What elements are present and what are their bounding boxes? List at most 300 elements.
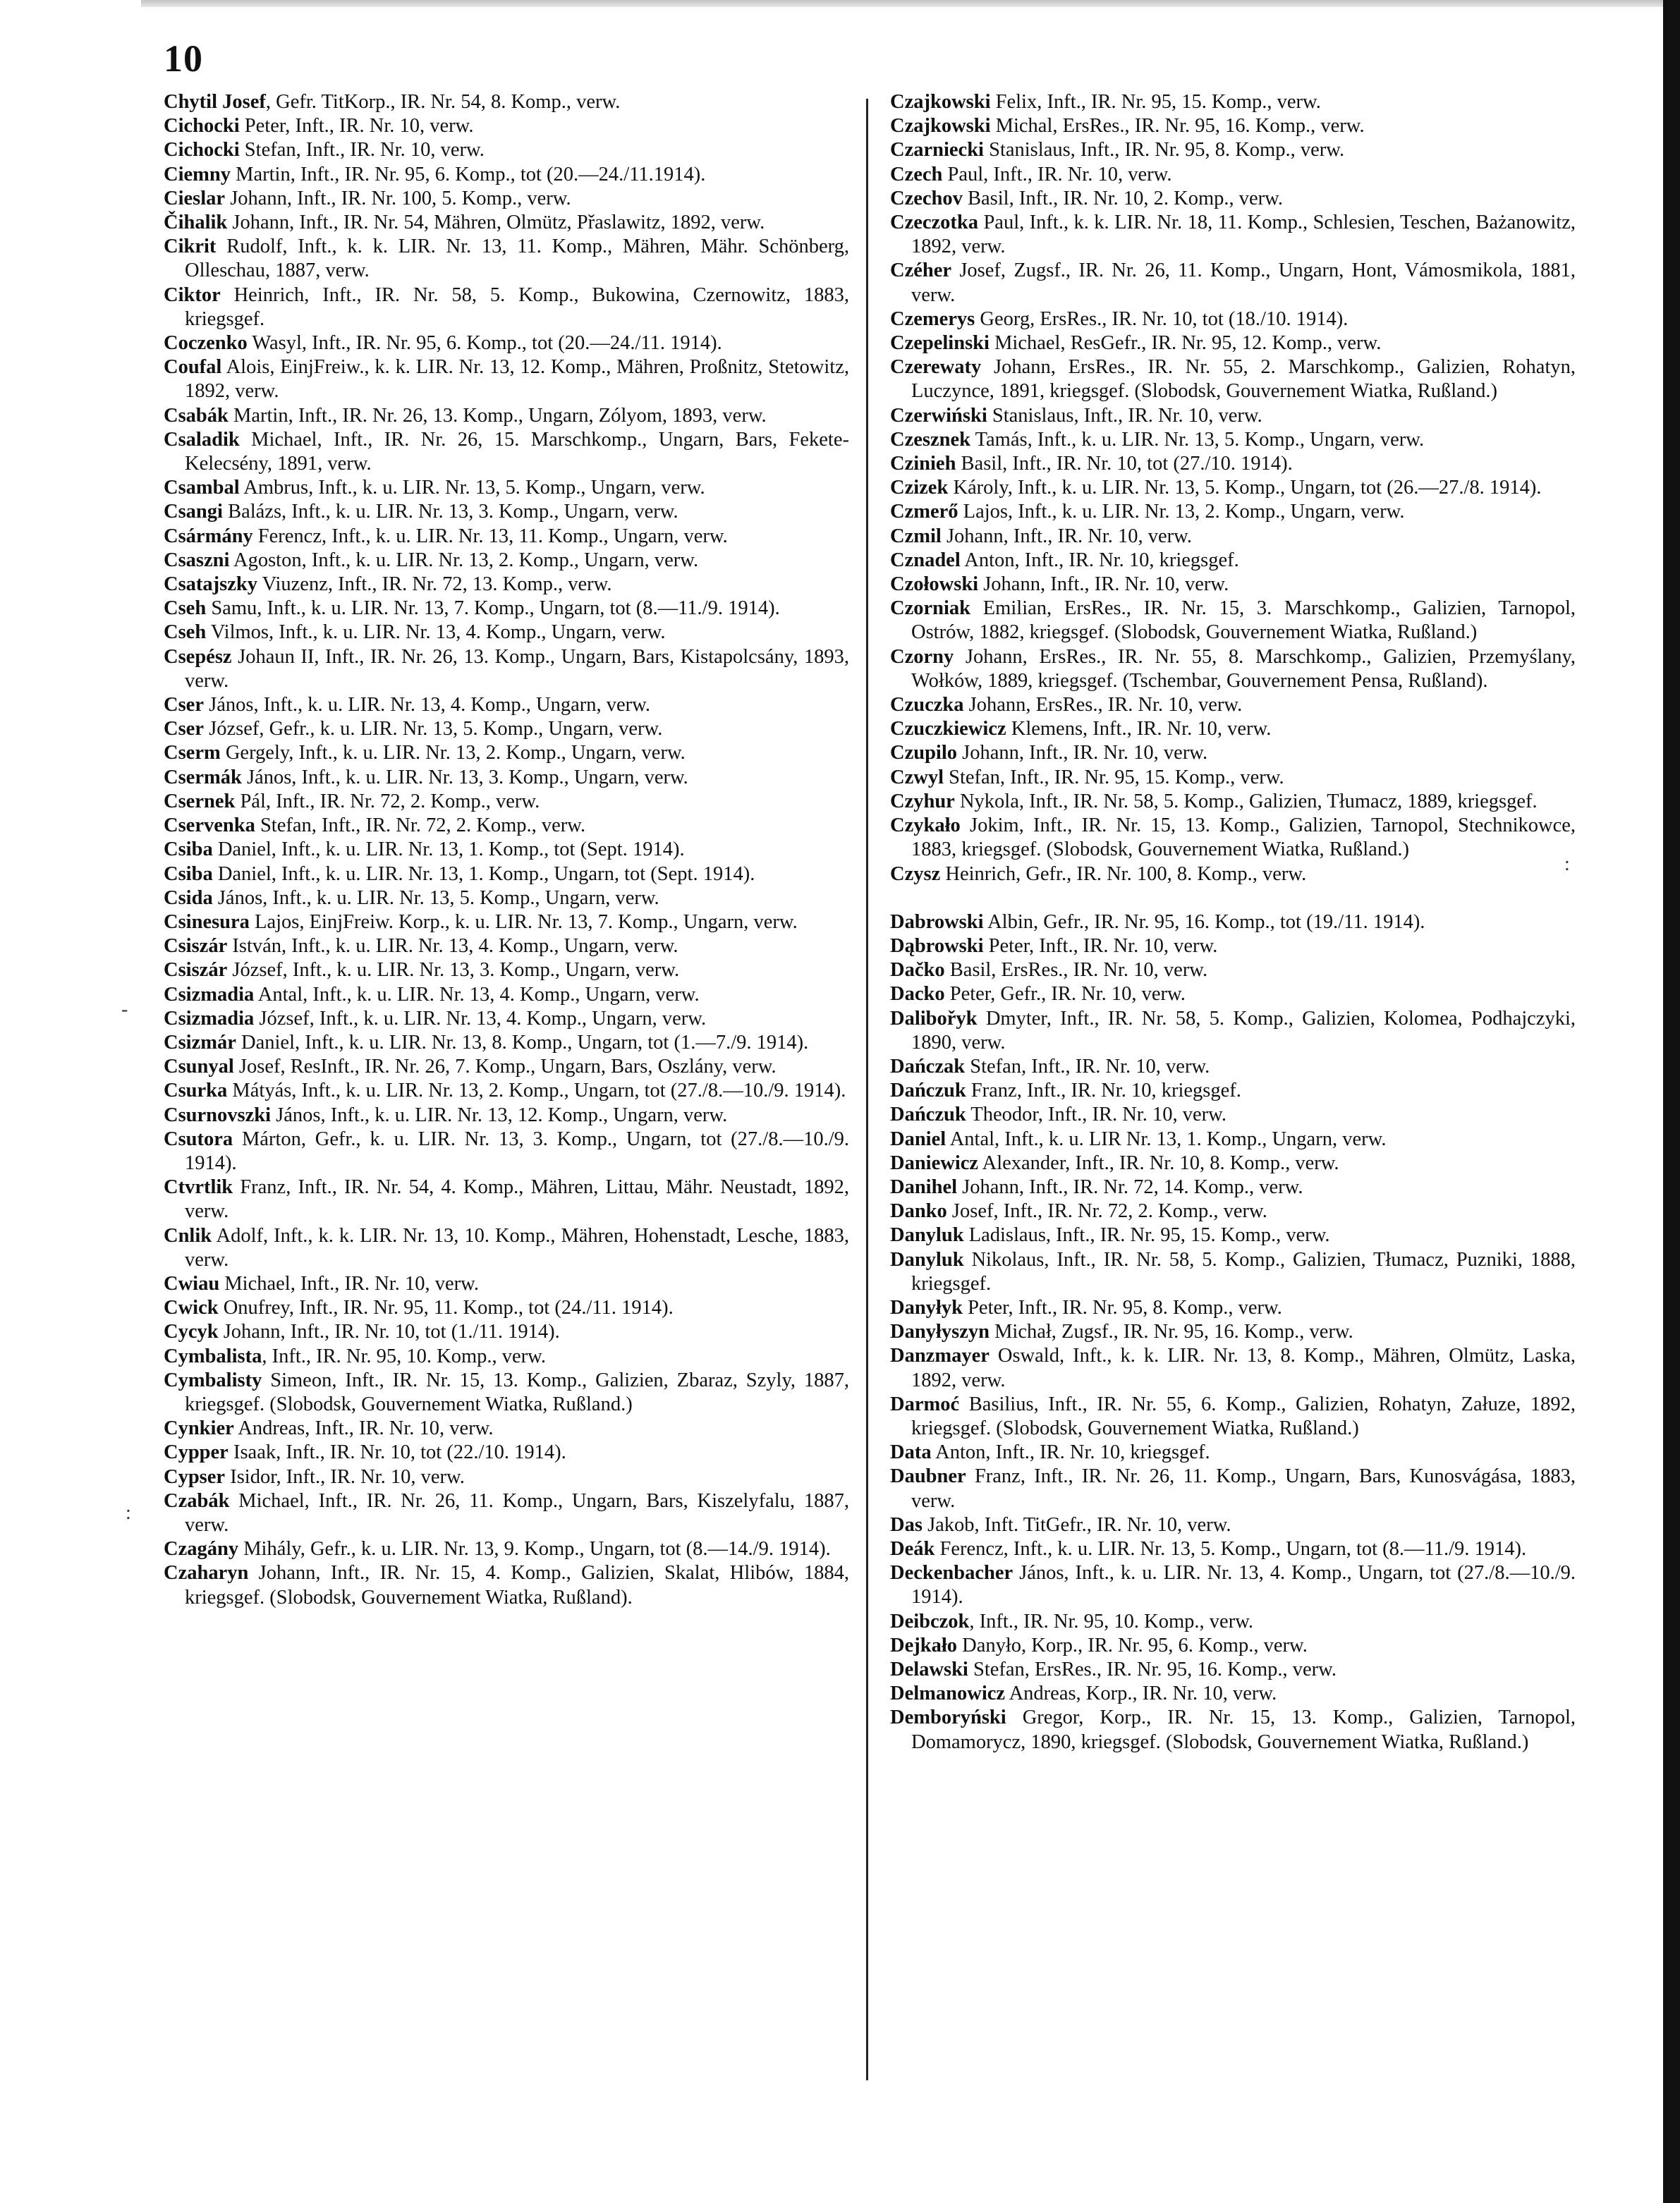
entry-details: Agoston, Inft., k. u. LIR. Nr. 13, 2. Komp., Ungarn, verw. (229, 549, 699, 571)
casualty-entry (164, 1031, 849, 1055)
entry-surname: Cseh (164, 597, 207, 620)
entry-details: Johann, Inft., IR. Nr. 15, 4. Komp., Galizien, Skalat, Hlibów, 1884, kriegsgef. (Slobodsk, Gouvernement Wiatka, Rußland). (185, 1562, 849, 1609)
entry-surname: Danyłyszyn (890, 1321, 990, 1343)
entry-surname: Cycyk (164, 1321, 219, 1343)
entry-surname: Daubner (890, 1465, 966, 1488)
entry-details: Onufrey, Inft., IR. Nr. 95, 11. Komp., tot (24./11. 1914). (218, 1297, 674, 1319)
casualty-entry (164, 138, 849, 162)
entry-surname: Czorniak (890, 597, 970, 620)
column-divider (866, 99, 868, 2080)
entry-surname: Delmanowicz (890, 1683, 1006, 1705)
entry-surname: Czupilo (890, 742, 958, 764)
entry-details: Johann, Inft., IR. Nr. 72, 14. Komp., verw. (957, 1176, 1303, 1198)
entry-details: Franz, Inft., IR. Nr. 10, kriegsgef. (966, 1080, 1241, 1102)
entry-details: Ferencz, Inft., k. u. LIR. Nr. 13, 5. Komp., Ungarn, tot (8.—11./9. 1914). (935, 1537, 1527, 1560)
entry-details: Jakob, Inft. TitGefr., IR. Nr. 10, verw. (922, 1513, 1231, 1536)
casualty-entry (890, 549, 1576, 573)
casualty-entry (164, 500, 849, 524)
entry-details: János, Inft., k. u. LIR. Nr. 13, 12. Komp., Ungarn, verw. (271, 1104, 728, 1126)
entry-surname: Cservenka (164, 814, 255, 837)
entry-details: István, Inft., k. u. LIR. Nr. 13, 4. Komp., Ungarn, verw. (227, 935, 678, 958)
casualty-entry (890, 573, 1576, 597)
entry-surname: Dejkało (890, 1634, 957, 1656)
entry-details: Pál, Inft., IR. Nr. 72, 2. Komp., verw. (235, 790, 540, 812)
entry-surname: Danihel (890, 1176, 958, 1198)
casualty-entry (890, 1103, 1576, 1127)
entry-details: Basil, Inft., IR. Nr. 10, tot (27./10. 1914). (956, 453, 1293, 475)
entry-details: Johann, Inft., IR. Nr. 54, Mähren, Olmütz, Přaslawitz, 1892, verw. (227, 212, 765, 234)
entry-surname: Deckenbacher (890, 1562, 1014, 1585)
entry-details: Basilius, Inft., IR. Nr. 55, 6. Komp., Galizien, Rohatyn, Załuze, 1892, kriegsgef. (Slobodsk, Gouvernement Wiatka, Rußland.) (911, 1393, 1576, 1439)
scan-top-edge (141, 0, 1666, 7)
entry-details: Anton, Inft., IR. Nr. 10, kriegsgef. (931, 1441, 1210, 1464)
entry-details: Emilian, ErsRes., IR. Nr. 15, 3. Marschkomp., Galizien, Tarnopol, Ostrów, 1882, kriegsgef. (Slobodsk, Gouvernement Wiatka, Rußland.) (911, 597, 1576, 644)
entry-details: Theodor, Inft., IR. Nr. 10, verw. (966, 1104, 1226, 1126)
scan-right-edge (1663, 0, 1680, 2203)
casualty-entry (890, 307, 1576, 331)
entry-details: Stefan, ErsRes., IR. Nr. 95, 16. Komp., verw. (968, 1659, 1337, 1680)
entry-details: Gregor, Korp., IR. Nr. 15, 13. Komp., Galizien, Tarnopol, Domamorycz, 1890, kriegsgef. (Slobodsk, Gouvernement Wiatka, Rußland.) (911, 1707, 1576, 1753)
entry-details: Gergely, Inft., k. u. LIR. Nr. 13, 2. Komp., Ungarn, verw. (220, 742, 686, 764)
entry-surname: Csunyal (164, 1056, 234, 1078)
entry-details: Johann, Inft., IR. Nr. 10, verw. (957, 742, 1208, 764)
entry-surname: Cichocki (164, 139, 240, 161)
entry-details: Stefan, Inft., IR. Nr. 95, 15. Komp., verw. (943, 766, 1284, 788)
entry-surname: Das (890, 1513, 923, 1536)
casualty-entry (890, 476, 1576, 500)
casualty-entry (890, 1055, 1576, 1079)
casualty-entry (164, 741, 849, 765)
entry-details: Michał, Zugsf., IR. Nr. 95, 16. Komp., verw. (989, 1321, 1353, 1343)
casualty-entry (890, 259, 1576, 307)
entry-details: Adolf, Inft., k. k. LIR. Nr. 13, 10. Komp., Mähren, Hohenstadt, Lesche, 1883, verw. (185, 1224, 849, 1271)
entry-details: Johaun II, Inft., IR. Nr. 26, 13. Komp., Ungarn, Bars, Kistapolcsány, 1893, verw. (185, 645, 849, 692)
casualty-entry (164, 331, 849, 355)
entry-surname: Czmerő (890, 501, 958, 523)
entry-details: Johann, Inft., IR. Nr. 10, tot (1./11. 1914). (218, 1321, 560, 1343)
casualty-entry (164, 1417, 849, 1441)
entry-details: Josef, Inft., IR. Nr. 72, 2. Komp., verw. (946, 1200, 1267, 1223)
casualty-entry (164, 717, 849, 741)
entry-surname: Czołowski (890, 573, 979, 596)
casualty-entry (164, 838, 849, 862)
entry-surname: Csaladik (164, 428, 240, 451)
entry-details: Isidor, Inft., IR. Nr. 10, verw. (225, 1465, 465, 1488)
entry-surname: Csurnovszki (164, 1104, 272, 1126)
entry-surname: Cnlik (164, 1224, 212, 1247)
casualty-entry (890, 1634, 1576, 1658)
casualty-entry (890, 428, 1576, 452)
entry-details: Lajos, EinjFreiw. Korp., k. u. LIR. Nr. 13, 7. Komp., Ungarn, verw. (249, 910, 798, 933)
entry-surname: Dańczuk (890, 1080, 966, 1102)
entry-surname: Csaszni (164, 549, 230, 571)
entry-details: Michal, ErsRes., IR. Nr. 95, 16. Komp., verw. (990, 115, 1365, 138)
entry-surname: Ciktor (164, 283, 221, 306)
entry-surname: Czmil (890, 525, 942, 547)
entry-surname: Ciemny (164, 163, 231, 185)
entry-surname: Cichocki (164, 115, 240, 138)
casualty-entry (890, 597, 1576, 645)
casualty-entry (164, 525, 849, 549)
entry-details: Oswald, Inft., k. k. LIR. Nr. 13, 8. Komp., Mähren, Olmütz, Laska, 1892, verw. (911, 1345, 1576, 1391)
entry-details: János, Inft., k. u. LIR. Nr. 13, 4. Komp., Ungarn, tot (27./8.—10./9. 1914). (911, 1562, 1576, 1609)
page-number: 10 (164, 37, 203, 80)
entry-surname: Czerwiński (890, 404, 987, 427)
casualty-entry (890, 910, 1576, 934)
entry-details: József, Inft., k. u. LIR. Nr. 13, 3. Komp., Ungarn, verw. (227, 959, 680, 982)
casualty-entry (164, 1007, 849, 1031)
entry-surname: Deibczok (890, 1610, 970, 1633)
entry-details: Dmyter, Inft., IR. Nr. 58, 5. Komp., Galizien, Kolomea, Podhajczyki, 1890, verw. (911, 1007, 1576, 1054)
casualty-entry (890, 1223, 1576, 1247)
entry-surname: Csatajszky (164, 573, 257, 596)
casualty-entry (890, 355, 1576, 403)
entry-details: Simeon, Inft., IR. Nr. 15, 13. Komp., Galizien, Zbaraz, Szyly, 1887, kriegsgef. (Slobodsk, Gouvernement Wiatka, Rußland.) (185, 1369, 849, 1415)
entry-surname: Czajkowski (890, 91, 991, 113)
casualty-entry (890, 1200, 1576, 1223)
entry-surname: Dabrowski (890, 910, 984, 933)
entry-surname: Cwiau (164, 1272, 220, 1295)
entry-details: Johann, Inft., IR. Nr. 100, 5. Komp., verw. (225, 187, 571, 209)
section-gap (890, 886, 1576, 910)
casualty-entry (164, 934, 849, 958)
entry-surname: Czepelinski (890, 332, 990, 355)
entry-surname: Czaharyn (164, 1562, 249, 1585)
entry-details: Vilmos, Inft., k. u. LIR. Nr. 13, 4. Komp., Ungarn, verw. (206, 621, 666, 644)
entry-details: Heinrich, Inft., IR. Nr. 58, 5. Komp., Bukowina, Czernowitz, 1883, kriegsgef. (185, 283, 849, 330)
entry-surname: Cseh (164, 621, 207, 644)
entry-surname: Dačko (890, 959, 945, 982)
entry-surname: Czuczka (890, 694, 964, 716)
entry-surname: Demboryński (890, 1707, 1006, 1729)
entry-details: Antal, Inft., k. u. LIR Nr. 13, 1. Komp., Ungarn, verw. (946, 1128, 1387, 1150)
entry-details: Michael, Inft., IR. Nr. 26, 15. Marschkomp., Ungarn, Bars, Fekete-Kelecsény, 1891, verw. (185, 428, 849, 475)
entry-details: Michael, ResGefr., IR. Nr. 95, 12. Komp., verw. (989, 332, 1382, 355)
casualty-entry (890, 693, 1576, 717)
casualty-entry (890, 814, 1576, 862)
casualty-entry (890, 982, 1576, 1006)
margin-mark: : (126, 1502, 131, 1524)
casualty-entry (890, 645, 1576, 693)
casualty-entry (164, 187, 849, 211)
casualty-entry (164, 1104, 849, 1128)
casualty-entry (164, 163, 849, 187)
entry-details: Martin, Inft., IR. Nr. 26, 13. Komp., Ungarn, Zólyom, 1893, verw. (228, 404, 767, 427)
entry-surname: Czorny (890, 645, 954, 668)
casualty-entry (890, 1706, 1576, 1754)
entry-surname: Csurka (164, 1080, 228, 1102)
casualty-entry (164, 355, 849, 403)
entry-details: Lajos, Inft., k. u. LIR. Nr. 13, 2. Komp., Ungarn, verw. (958, 501, 1405, 523)
entry-surname: Danzmayer (890, 1345, 990, 1367)
casualty-entry (890, 452, 1576, 476)
entry-surname: Csiszár (164, 935, 228, 958)
casualty-entry (890, 163, 1576, 187)
casualty-entry (890, 1441, 1576, 1465)
entry-details: Samu, Inft., k. u. LIR. Nr. 13, 7. Komp., Ungarn, tot (8.—11./9. 1914). (206, 597, 780, 620)
entry-surname: Czerewaty (890, 356, 982, 379)
entry-details: Peter, Gefr., IR. Nr. 10, verw. (944, 983, 1186, 1006)
entry-surname: Czysz (890, 862, 941, 885)
entry-details: Nykola, Inft., IR. Nr. 58, 5. Komp., Galizien, Tłumacz, 1889, kriegsgef. (954, 790, 1538, 812)
casualty-entry (164, 1224, 849, 1272)
casualty-entry (890, 741, 1576, 765)
casualty-entry (164, 1176, 849, 1223)
entry-details: Stefan, Inft., IR. Nr. 10, verw. (965, 1055, 1210, 1078)
casualty-entry (164, 1055, 849, 1079)
entry-details: Danyło, Korp., IR. Nr. 95, 6. Komp., verw. (957, 1634, 1308, 1656)
casualty-entry (164, 910, 849, 934)
casualty-entry (164, 1441, 849, 1465)
entry-details: , Inft., IR. Nr. 95, 10. Komp., verw. (262, 1345, 546, 1367)
entry-surname: Danyluk (890, 1224, 964, 1247)
casualty-entry (164, 862, 849, 886)
left-column (164, 90, 849, 1610)
entry-surname: Dańczak (890, 1055, 966, 1078)
entry-surname: Csinesura (164, 910, 250, 933)
casualty-entry (890, 525, 1576, 549)
casualty-entry (164, 428, 849, 476)
casualty-entry (164, 645, 849, 693)
entry-surname: Czeczotka (890, 212, 979, 234)
entry-details: Michael, Inft., IR. Nr. 26, 11. Komp., Ungarn, Bars, Kiszelyfalu, 1887, verw. (185, 1489, 849, 1536)
entry-details: Georg, ErsRes., IR. Nr. 10, tot (18./10. 1914). (975, 307, 1349, 330)
entry-details: Basil, Inft., IR. Nr. 10, 2. Komp., verw. (962, 187, 1283, 209)
entry-details: Nikolaus, Inft., IR. Nr. 58, 5. Komp., Galizien, Tłumacz, Puzniki, 1888, kriegsgef. (911, 1248, 1576, 1295)
entry-details: Mátyás, Inft., k. u. LIR. Nr. 13, 2. Komp., Ungarn, tot (27./8.—10./9. 1914). (227, 1080, 846, 1102)
entry-details: Peter, Inft., IR. Nr. 10, verw. (983, 934, 1218, 957)
entry-details: Stefan, Inft., IR. Nr. 72, 2. Komp., verw. (255, 814, 586, 837)
entry-surname: Darmoć (890, 1393, 960, 1415)
casualty-entry (890, 717, 1576, 741)
entry-surname: Csida (164, 886, 213, 909)
entry-surname: Čihalik (164, 212, 228, 234)
entry-surname: Cikrit (164, 236, 217, 258)
entry-details: Josef, ResInft., IR. Nr. 26, 7. Komp., Ungarn, Bars, Oszlány, verw. (233, 1056, 777, 1078)
entry-details: János, Inft., k. u. LIR. Nr. 13, 4. Komp., Ungarn, verw. (203, 694, 650, 716)
casualty-entry (890, 1465, 1576, 1513)
entry-surname: Czizek (890, 477, 949, 499)
entry-details: Balázs, Inft., k. u. LIR. Nr. 13, 3. Komp., Ungarn, verw. (222, 501, 678, 523)
casualty-entry (164, 693, 849, 717)
casualty-entry (164, 766, 849, 790)
entry-details: Peter, Inft., IR. Nr. 10, verw. (239, 115, 474, 138)
margin-mark: : (1564, 853, 1570, 875)
casualty-entry (164, 90, 849, 114)
entry-surname: Czuczkiewicz (890, 718, 1006, 740)
entry-details: Franz, Inft., IR. Nr. 26, 11. Komp., Ungarn, Bars, Kunosvágása, 1883, verw. (911, 1465, 1576, 1512)
entry-details: Johann, ErsRes., IR. Nr. 55, 8. Marschkomp., Galizien, Przemyślany, Wołków, 1889, kriegsgef. (Tschembar, Gouvernement Pensa, Rußland). (911, 645, 1576, 692)
casualty-entry (164, 211, 849, 235)
entry-details: Ambrus, Inft., k. u. LIR. Nr. 13, 5. Komp., Ungarn, verw. (239, 477, 705, 499)
casualty-entry (890, 1561, 1576, 1609)
casualty-entry (164, 1537, 849, 1561)
casualty-entry (164, 283, 849, 331)
entry-details: Josef, Zugsf., IR. Nr. 26, 11. Komp., Ungarn, Hont, Vámosmikola, 1881, verw. (911, 260, 1576, 306)
entry-surname: Csambal (164, 477, 240, 499)
entry-details: Károly, Inft., k. u. LIR. Nr. 13, 5. Komp., Ungarn, tot (26.—27./8. 1914). (948, 477, 1542, 499)
entry-surname: Daniel (890, 1128, 946, 1150)
casualty-entry (890, 934, 1576, 958)
entry-details: Felix, Inft., IR. Nr. 95, 15. Komp., verw. (990, 91, 1321, 113)
entry-surname: Csutora (164, 1128, 233, 1150)
casualty-entry (890, 1152, 1576, 1176)
entry-surname: Dalibořyk (890, 1007, 978, 1030)
entry-surname: Csizmadia (164, 983, 255, 1006)
entry-details: József, Gefr., k. u. LIR. Nr. 13, 5. Komp., Ungarn, verw. (203, 718, 663, 740)
entry-surname: Cwick (164, 1297, 219, 1319)
casualty-entry (890, 766, 1576, 790)
casualty-entry (890, 138, 1576, 162)
entry-details: Franz, Inft., IR. Nr. 54, 4. Komp., Mähren, Littau, Mähr. Neustadt, 1892, verw. (185, 1176, 849, 1223)
casualty-entry (890, 114, 1576, 138)
casualty-entry (890, 1296, 1576, 1320)
entry-details: János, Inft., k. u. LIR. Nr. 13, 3. Komp., Ungarn, verw. (241, 766, 688, 788)
entry-surname: Czarniecki (890, 139, 984, 161)
casualty-entry (164, 114, 849, 138)
entry-surname: Csiszár (164, 959, 228, 982)
entry-details: Peter, Inft., IR. Nr. 95, 8. Komp., verw. (962, 1296, 1282, 1319)
casualty-entry (164, 1561, 849, 1609)
entry-surname: Dacko (890, 983, 945, 1006)
entry-surname: Czabák (164, 1489, 230, 1512)
entry-surname: Czech (890, 163, 943, 185)
entry-details: Alois, EinjFreiw., k. k. LIR. Nr. 13, 12. Komp., Mähren, Proßnitz, Stetowitz, 1892, verw. (185, 356, 849, 403)
entry-surname: Csernek (164, 790, 236, 812)
casualty-entry (890, 1320, 1576, 1344)
entry-surname: Danyluk (890, 1248, 964, 1271)
entry-surname: Coufal (164, 356, 222, 379)
entry-surname: Data (890, 1441, 932, 1464)
entry-surname: Danyłyk (890, 1296, 963, 1319)
entry-surname: Cymbalista (164, 1345, 262, 1367)
entry-surname: Cser (164, 694, 204, 716)
entry-surname: Csangi (164, 501, 223, 523)
casualty-entry (890, 1393, 1576, 1441)
entry-surname: Daniewicz (890, 1152, 979, 1174)
casualty-entry (890, 1248, 1576, 1296)
entry-surname: Csármány (164, 525, 253, 547)
entry-details: Johann, ErsRes., IR. Nr. 55, 2. Marschkomp., Galizien, Rohatyn, Luczynce, 1891, kriegsgef. (Slobodsk, Gouvernement Wiatka, Rußland.) (911, 356, 1576, 403)
entry-surname: Cznadel (890, 549, 961, 571)
casualty-entry (164, 1345, 849, 1369)
entry-surname: Cypser (164, 1465, 226, 1488)
casualty-entry (890, 1007, 1576, 1055)
casualty-entry (890, 1537, 1576, 1561)
entry-details: Martin, Inft., IR. Nr. 95, 6. Komp., tot (20.—24./11.1914). (231, 163, 706, 185)
entry-details: Jokim, Inft., IR. Nr. 15, 13. Komp., Galizien, Tarnopol, Stechnikowce, 1883, kriegsgef. (Slobodsk, Gouvernement Wiatka, Rußland.) (911, 814, 1576, 861)
entry-surname: Cieslar (164, 187, 226, 209)
entry-details: Stefan, Inft., IR. Nr. 10, verw. (239, 139, 485, 161)
entry-surname: Czechov (890, 187, 963, 209)
casualty-entry (164, 1272, 849, 1296)
entry-details: Márton, Gefr., k. u. LIR. Nr. 13, 3. Komp., Ungarn, tot (27./8.—10./9. 1914). (185, 1128, 849, 1174)
entry-details: Antal, Inft., k. u. LIR. Nr. 13, 4. Komp., Ungarn, verw. (254, 983, 700, 1006)
entry-surname: Chytil Josef (164, 91, 266, 113)
casualty-entry (164, 1296, 849, 1320)
entry-details: Johann, Inft., IR. Nr. 10, verw. (978, 573, 1229, 596)
entry-details: Rudolf, Inft., k. k. LIR. Nr. 13, 11. Komp., Mähren, Mähr. Schönberg, Olleschau, 1887, verw. (185, 236, 849, 282)
casualty-entry (890, 211, 1576, 259)
entry-surname: Csizmár (164, 1031, 236, 1054)
casualty-entry (890, 1682, 1576, 1706)
entry-details: Michael, Inft., IR. Nr. 10, verw. (219, 1272, 479, 1295)
casualty-entry (890, 1513, 1576, 1537)
entry-details: Paul, Inft., IR. Nr. 10, verw. (942, 163, 1172, 185)
entry-surname: Cynkier (164, 1417, 234, 1440)
entry-surname: Czagány (164, 1538, 239, 1561)
casualty-entry (890, 500, 1576, 524)
casualty-entry (890, 958, 1576, 982)
casualty-entry (164, 814, 849, 838)
casualty-entry (164, 886, 849, 910)
entry-details: , Gefr. TitKorp., IR. Nr. 54, 8. Komp., verw. (265, 91, 621, 113)
entry-details: Klemens, Inft., IR. Nr. 10, verw. (1006, 718, 1272, 740)
casualty-entry (164, 1320, 849, 1344)
entry-details: Ferencz, Inft., k. u. LIR. Nr. 13, 11. Komp., Ungarn, verw. (252, 525, 728, 547)
entry-details: Wasyl, Inft., IR. Nr. 95, 6. Komp., tot (20.—24./11. 1914). (247, 332, 722, 355)
casualty-entry (164, 1128, 849, 1176)
casualty-entry (164, 476, 849, 500)
casualty-entry (890, 1079, 1576, 1103)
casualty-entry (890, 90, 1576, 114)
entry-surname: Dańczuk (890, 1104, 966, 1126)
entry-surname: Dąbrowski (890, 934, 984, 957)
entry-details: Anton, Inft., IR. Nr. 10, kriegsgef. (960, 549, 1239, 571)
casualty-entry (890, 1610, 1576, 1634)
entry-surname: Czinieh (890, 453, 956, 475)
entry-details: Daniel, Inft., k. u. LIR. Nr. 13, 8. Komp., Ungarn, tot (1.—7./9. 1914). (236, 1031, 809, 1054)
entry-details: Mihály, Gefr., k. u. LIR. Nr. 13, 9. Komp., Ungarn, tot (8.—14./9. 1914). (238, 1538, 831, 1561)
entry-details: Tamás, Inft., k. u. LIR. Nr. 13, 5. Komp., Ungarn, verw. (970, 428, 1425, 451)
casualty-entry (164, 235, 849, 283)
entry-surname: Csabák (164, 404, 229, 427)
entry-surname: Danko (890, 1200, 947, 1223)
entry-surname: Cypper (164, 1441, 229, 1464)
entry-surname: Czéher (890, 260, 952, 282)
casualty-entry (164, 404, 849, 428)
entry-details: Paul, Inft., k. k. LIR. Nr. 18, 11. Komp., Schlesien, Teschen, Bażanowitz, 1892, verw. (911, 212, 1576, 258)
entry-surname: Czwyl (890, 766, 944, 788)
entry-surname: Czemerys (890, 307, 975, 330)
casualty-entry (890, 790, 1576, 814)
entry-details: Heinrich, Gefr., IR. Nr. 100, 8. Komp., verw. (940, 862, 1307, 885)
casualty-entry (890, 1658, 1576, 1682)
casualty-entry (890, 331, 1576, 355)
entry-surname: Czajkowski (890, 115, 991, 138)
entry-details: Alexander, Inft., IR. Nr. 10, 8. Komp., verw. (978, 1152, 1339, 1174)
entry-details: Albin, Gefr., IR. Nr. 95, 16. Komp., tot (19./11. 1914). (983, 910, 1425, 933)
casualty-entry (164, 1079, 849, 1103)
entry-details: János, Inft., k. u. LIR. Nr. 13, 5. Komp., Ungarn, verw. (212, 886, 659, 909)
right-column (890, 90, 1576, 1755)
margin-mark: - (121, 999, 128, 1020)
entry-surname: Czyhur (890, 790, 955, 812)
entry-surname: Deák (890, 1537, 935, 1560)
casualty-entry (890, 1176, 1576, 1200)
casualty-entry (890, 1344, 1576, 1392)
casualty-entry (164, 983, 849, 1007)
casualty-entry (164, 958, 849, 982)
casualty-entry (890, 1128, 1576, 1152)
entry-surname: Cserm (164, 742, 221, 764)
entry-surname: Csepész (164, 645, 232, 668)
casualty-entry (890, 862, 1576, 886)
casualty-entry (164, 1489, 849, 1537)
entry-details: Johann, ErsRes., IR. Nr. 10, verw. (963, 694, 1243, 716)
casualty-entry (890, 187, 1576, 211)
entry-details: Daniel, Inft., k. u. LIR. Nr. 13, 1. Komp., Ungarn, tot (Sept. 1914). (212, 862, 755, 885)
